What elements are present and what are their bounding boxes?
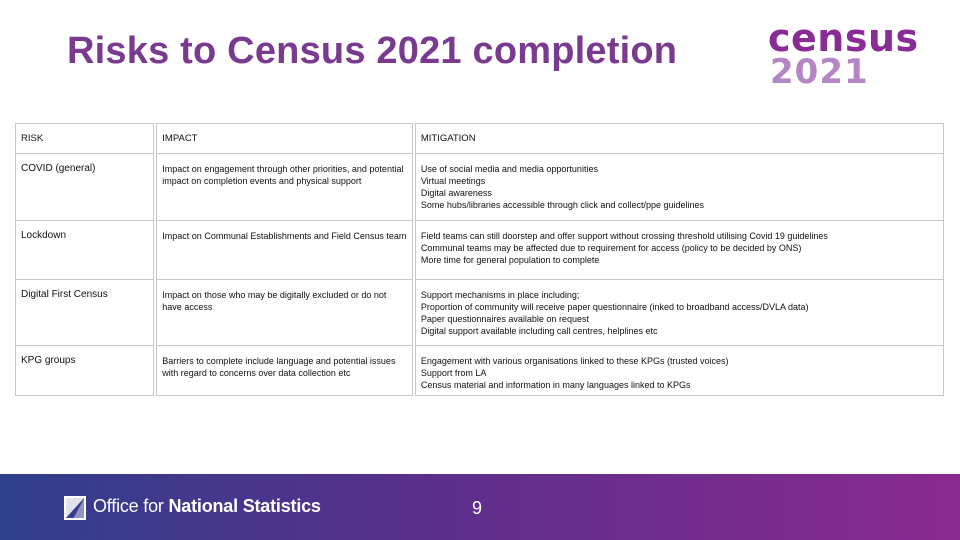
page-number: 9: [472, 498, 483, 518]
mitigation-line: Use of social media and media opportunities: [420, 164, 598, 174]
risk-cell: Lockdown: [15, 221, 154, 280]
table-header-row: [15, 123, 944, 154]
table-row: [15, 346, 944, 396]
mitigation-line: Field teams can still doorstep and offer support without crossing threshold utilising Covid 19 guidelines: [420, 231, 828, 241]
mitigation-line: Virtual meetings: [420, 176, 486, 186]
table-row: [15, 221, 944, 280]
risk-cell: Digital First Census: [15, 280, 154, 346]
census-2021-logo: [768, 16, 928, 96]
ons-logo-icon: [64, 496, 86, 520]
risk-cell: KPG groups: [15, 346, 154, 396]
table-row: [15, 154, 944, 221]
header-risk: RISK: [15, 123, 154, 154]
mitigation-line: Proportion of community will receive paper questionnaire (inked to broadband access/DVLA data): [420, 302, 809, 312]
logo-year: 2021: [770, 52, 869, 92]
mitigation-cell: [415, 154, 944, 221]
impact-cell: Barriers to complete include language and potential issues with regard to concerns over data collection etc: [156, 346, 413, 396]
risk-cell: COVID (general): [15, 154, 154, 221]
mitigation-line: Support from LA: [420, 368, 487, 378]
mitigation-line: Digital support available including call centres, helplines etc: [420, 326, 658, 336]
mitigation-line: Communal teams may be affected due to requirement for access (policy to be decided by ONS): [420, 243, 802, 253]
mitigation-cell: [415, 346, 944, 396]
ons-name-bold: National Statistics: [168, 496, 321, 516]
footer-bar: [0, 474, 960, 540]
ons-name-regular: Office for: [93, 496, 169, 516]
table-row: [15, 280, 944, 346]
impact-cell: Impact on those who may be digitally excluded or do not have access: [156, 280, 413, 346]
mitigation-line: Census material and information in many languages linked to KPGs: [420, 380, 691, 390]
logo-word: census: [768, 16, 919, 60]
risk-table: [13, 123, 946, 396]
mitigation-cell: [415, 221, 944, 280]
impact-cell: Impact on engagement through other priorities, and potential impact on completion events and physical support: [156, 154, 413, 221]
mitigation-line: Support mechanisms in place including;: [420, 290, 580, 300]
mitigation-line: Digital awareness: [420, 188, 492, 198]
mitigation-line: Some hubs/libraries accessible through click and collect/ppe guidelines: [420, 200, 705, 210]
mitigation-line: Paper questionnaires available on request: [420, 314, 589, 324]
impact-cell: Impact on Communal Establishments and Field Census team: [156, 221, 413, 280]
ons-name: [93, 496, 321, 517]
header-impact: IMPACT: [156, 123, 413, 154]
page-title: Risks to Census 2021 completion: [67, 30, 678, 72]
mitigation-cell: [415, 280, 944, 346]
mitigation-line: Engagement with various organisations linked to these KPGs (trusted voices): [420, 356, 729, 366]
header-mitigation: MITIGATION: [415, 123, 944, 154]
mitigation-line: More time for general population to complete: [420, 255, 600, 265]
